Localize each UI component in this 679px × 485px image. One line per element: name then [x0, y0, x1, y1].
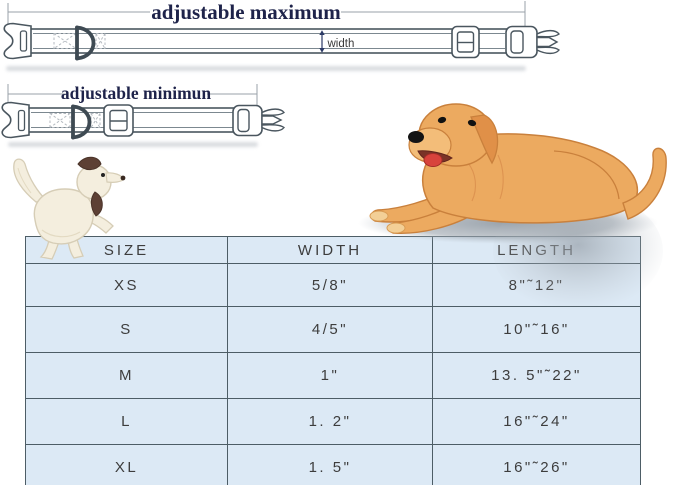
- collar-shadow: [6, 66, 526, 71]
- table-row-s: [26, 307, 641, 353]
- length-cell: 16"˜24": [433, 399, 641, 445]
- adjustable-maximum-label: adjustable maximum: [151, 0, 341, 24]
- puppy-eye: [101, 173, 105, 177]
- table-row-l: [26, 399, 641, 445]
- collar-diagram-maximum: [0, 0, 679, 78]
- table-row-xl: [26, 445, 641, 485]
- dog-tongue: [424, 154, 442, 167]
- collar-shadow: [8, 142, 258, 147]
- table-row-m: [26, 353, 641, 399]
- buckle-female: [4, 24, 31, 59]
- length-cell: 10"˜16": [433, 307, 641, 353]
- size-cell: S: [26, 307, 228, 353]
- size-cell: M: [26, 353, 228, 399]
- col-header-width: WIDTH: [228, 237, 433, 264]
- puppy-tail: [14, 159, 46, 202]
- width-cell: 1": [228, 353, 433, 399]
- size-cell: L: [26, 399, 228, 445]
- tri-glide-adjuster: [452, 27, 479, 58]
- collar-strap: [30, 29, 508, 53]
- width-label: width: [327, 38, 355, 50]
- buckle-female: [2, 103, 29, 138]
- width-cell: 4/5": [228, 307, 433, 353]
- collar-diagram-minimum: [0, 78, 320, 156]
- large-dog-illustration: [358, 93, 679, 310]
- dog-nose: [408, 131, 424, 143]
- size-cell: XL: [26, 445, 228, 485]
- tri-glide-adjuster: [104, 105, 133, 136]
- length-cell: 13. 5"˜22": [433, 353, 641, 399]
- puppy-nose: [121, 176, 126, 181]
- puppy-ear-top: [78, 157, 101, 169]
- length-cell: 16"˜26": [433, 445, 641, 485]
- width-cell: 1. 2": [228, 399, 433, 445]
- puppy-body: [34, 189, 93, 244]
- clasp-male: [506, 27, 559, 58]
- width-cell: 1. 5": [228, 445, 433, 485]
- col-header-size: SIZE: [26, 237, 228, 264]
- adjustable-minimum-label: adjustable minimun: [60, 83, 212, 103]
- size-cell: XS: [26, 264, 228, 307]
- small-dog-illustration: [2, 152, 137, 262]
- width-cell: 5/8": [228, 264, 433, 307]
- clasp-male: [233, 106, 284, 136]
